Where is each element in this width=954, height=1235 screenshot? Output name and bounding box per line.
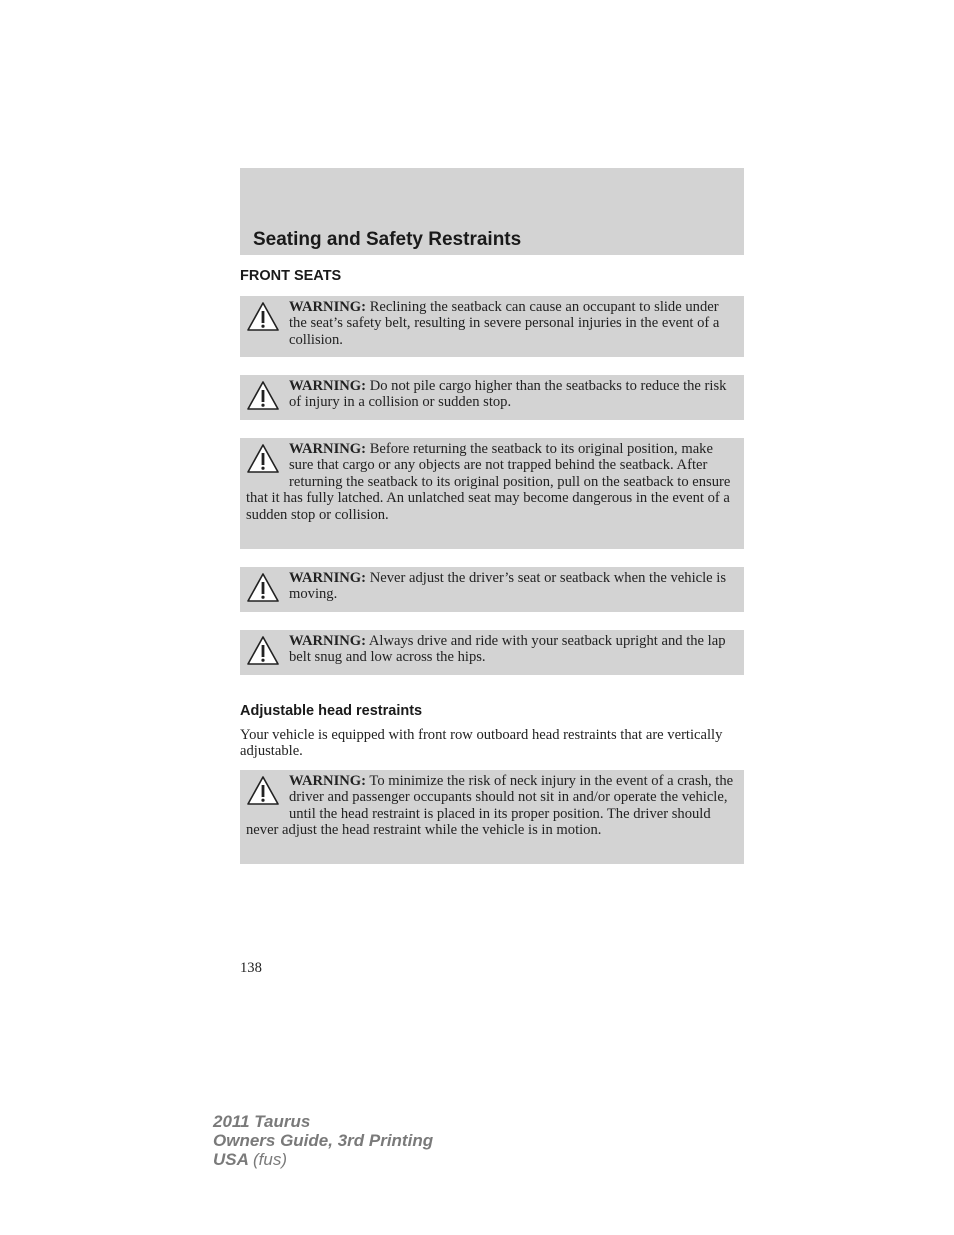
footer-model: 2011 Taurus xyxy=(213,1112,311,1131)
warning-text: Never adjust the driver’s seat or seatback when the vehicle is moving. xyxy=(289,570,727,603)
section-heading: FRONT SEATS xyxy=(240,268,342,284)
warning-label: WARNING: xyxy=(289,773,367,789)
warning-triangle-icon xyxy=(246,443,280,475)
warning-text: To minimize the risk of neck injury in the event of a crash, the driver and passenger occupants should not sit in and/or operate the vehicle, until the head restraint is placed in its proper position. The driver should never adjust the head restraint while the vehicle is in motion. xyxy=(246,773,734,839)
subsection-body: Your vehicle is equipped with front row outboard head restraints that are vertically adjustable. xyxy=(240,727,723,760)
chapter-title: Seating and Safety Restraints xyxy=(253,229,522,250)
warning-label: WARNING: xyxy=(289,378,367,394)
warning-triangle-icon xyxy=(246,380,280,412)
warning-label: WARNING: xyxy=(289,633,367,649)
warning-text: Reclining the seatback can cause an occupant to slide under the seat’s safety belt, resulting in severe personal injuries in the event of a collision. xyxy=(289,299,720,348)
warning-box xyxy=(240,375,744,420)
footer-guide: Owners Guide, 3rd Printing xyxy=(213,1131,434,1150)
warning-box xyxy=(240,630,744,675)
warning-box xyxy=(240,296,744,357)
warning-label: WARNING: xyxy=(289,441,367,457)
footer-region xyxy=(213,1150,433,1169)
warning-text: Do not pile cargo higher than the seatbacks to reduce the risk of injury in a collision or sudden stop. xyxy=(289,378,727,411)
warning-box xyxy=(240,567,744,612)
warning-triangle-icon xyxy=(246,301,280,333)
warning-label: WARNING: xyxy=(289,299,367,315)
document-footer xyxy=(213,1112,433,1169)
subsection-heading: Adjustable head restraints xyxy=(240,703,423,719)
footer-region-main: USA xyxy=(213,1150,249,1169)
warning-box xyxy=(240,438,744,549)
warning-text: Before returning the seatback to its original position, make sure that cargo or any objects are not trapped behind the seatback. After returning the seatback to its original position, pull on the seatback to ensure that it has fully latched. An unlatched seat may become dangerous in the event of a sudden stop or collision. xyxy=(246,441,731,523)
warning-triangle-icon xyxy=(246,572,280,604)
warning-triangle-icon xyxy=(246,775,280,807)
page-number: 138 xyxy=(240,960,262,976)
warning-text: Always drive and ride with your seatback upright and the lap belt snug and low across the hips. xyxy=(289,633,726,666)
warning-box xyxy=(240,770,744,864)
footer-region-code: (fus) xyxy=(253,1150,287,1169)
warning-triangle-icon xyxy=(246,635,280,667)
chapter-header-band xyxy=(240,168,744,255)
warning-label: WARNING: xyxy=(289,570,367,586)
